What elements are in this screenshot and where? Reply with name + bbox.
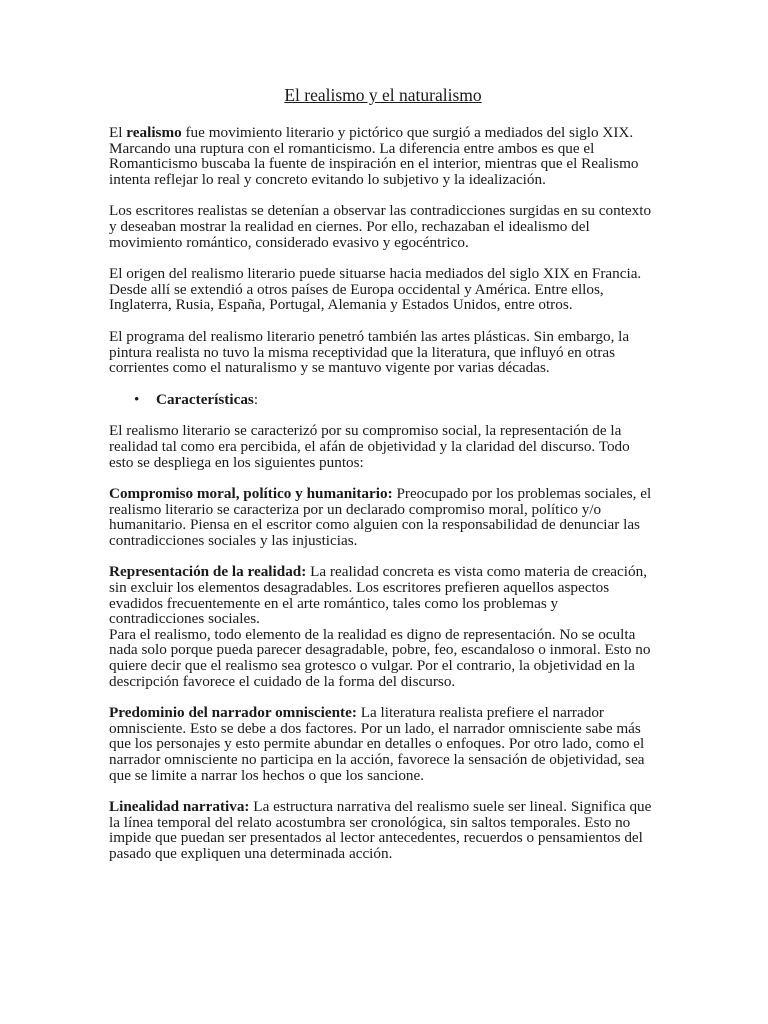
intro-rest: fue movimiento literario y pictórico que surgió a mediados del siglo XIX. Marcando una ruptura con el romanticismo. La diferencia entre ambos es que el Romanticismo buscaba la fuente de inspiración en el interior, mientras que el Realismo intenta reflejar lo real y concreto evitando lo subjetivo y la idealización. <box>109 124 639 188</box>
section-extra-text: Para el realismo, todo elemento de la realidad es digno de representación. No se oculta nada solo porque pueda parecer desagradable, pobre, feo, escandaloso o inmoral. Esto no quiere decir que el realismo sea grotesco o vulgar. Por el contrario, la objetividad en la descripción favorece el cuidado de la forma del discurso. <box>109 625 651 690</box>
document-page <box>109 84 657 878</box>
bullet-label: Características <box>156 390 254 408</box>
section-text: La realidad concreta es vista como materia de creación, sin excluir los elementos desagradables. Los escritores prefieren aquellos aspectos evadidos frecuentemente en el arte romántico, tales como los problemas y contradicciones sociales. <box>109 563 647 628</box>
bullet-suffix: : <box>253 390 259 408</box>
characteristics-bullet <box>109 392 657 408</box>
bullet-icon: • <box>134 390 140 408</box>
section-linearity <box>109 799 657 861</box>
intro-paragraph <box>109 125 657 187</box>
paragraph-context: Los escritores realistas se detenían a observar las contradicciones surgidas en su contexto y deseaban mostrar la realidad en ciernes. Por ello, rechazaban el idealismo del movimiento romántico, considerado evasivo y egocéntrico. <box>109 202 652 251</box>
section-narrator <box>109 705 657 783</box>
section-heading: Representación de la realidad: <box>109 563 307 581</box>
section-heading: Linealidad narrativa: <box>109 798 250 816</box>
section-text: La literatura realista prefiere el narrador omnisciente. Esto se debe a dos factores. Por un lado, el narrador omnisciente sabe más que los personajes y esto permite abundar en detalles o enfoques. Por otro lado, como el narrador omnisciente no participa en la acción, favorece la sensación de objetividad, sea que se limite a narrar los hechos o que los sancione. <box>109 704 645 784</box>
paragraph-origin: El origen del realismo literario puede situarse hacia mediados del siglo XIX en Francia. Desde allí se extendió a otros países de Europa occidental y América. Entre ellos, Inglaterra, Rusia, España, Portugal, Alemania y Estados Unidos, entre otros. <box>109 265 642 314</box>
section-representation <box>109 564 657 689</box>
section-heading: Predominio del narrador omnisciente: <box>109 704 357 722</box>
intro-bold-term: realismo <box>126 124 182 141</box>
section-text: Preocupado por los problemas sociales, el realismo literario se caracteriza por un declarado compromiso moral, político y/o humanitario. Piensa en el escritor como alguien con la responsabilidad de denunciar las contradicciones sociales y las injusticias. <box>109 485 652 549</box>
intro-lead: El <box>109 124 127 141</box>
section-text: La estructura narrativa del realismo suele ser lineal. Significa que la línea temporal del relato acostumbra ser cronológica, sin saltos temporales. Esto no impide que puedan ser presentados al lector antecedentes, recuerdos o pensamientos del pasado que expliquen una determinada acción. <box>109 798 652 862</box>
document-title: El realismo y el naturalismo <box>284 85 482 105</box>
paragraph-program: El programa del realismo literario penetró también las artes plásticas. Sin embargo, la pintura realista no tuvo la misma receptividad que la literatura, que influyó en otras corrientes como el naturalismo y se mantuvo vigente por varias décadas. <box>109 327 630 377</box>
characteristics-intro: El realismo literario se caracterizó por su compromiso social, la representación de la realidad tal como era percibida, el afán de objetividad y la claridad del discurso. Todo esto se despliega en los siguientes puntos: <box>109 422 630 471</box>
section-commitment <box>109 486 657 548</box>
section-heading: Compromiso moral, político y humanitario: <box>109 485 393 503</box>
